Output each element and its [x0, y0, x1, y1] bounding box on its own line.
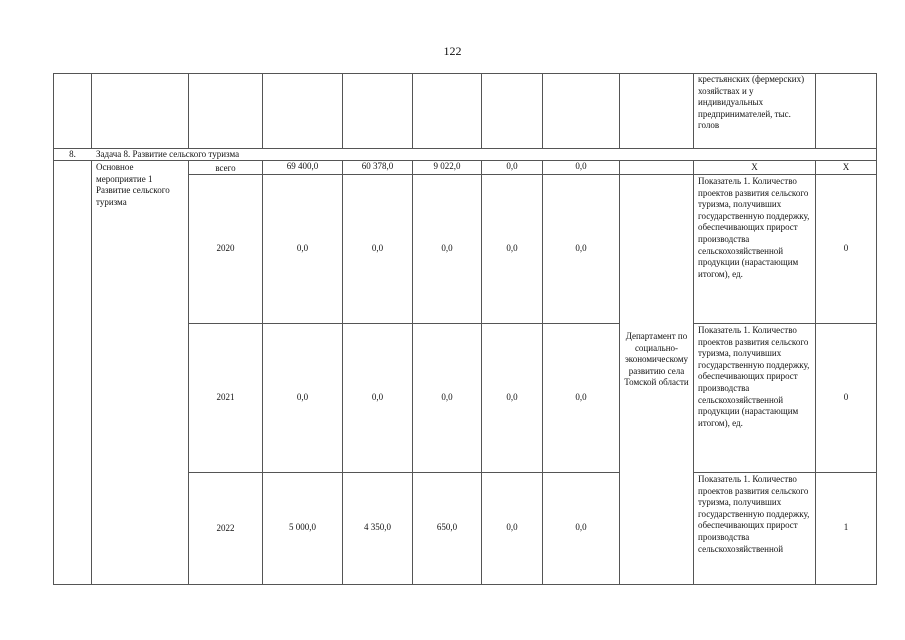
- task-number: 8.: [69, 149, 76, 159]
- rule-2021: [188, 472, 619, 473]
- col-line-8b: [619, 160, 620, 585]
- year-2022: 2022: [216, 523, 235, 533]
- rule-bottom: [53, 584, 876, 585]
- y2022-value-1: 5 000,0: [289, 522, 316, 532]
- total-label: всего: [215, 163, 236, 173]
- y2020-indicator: Показатель 1. Количество проектов развития сельского туризма, получивших государственную поддержку, обеспечивающих прирост производства сельскохозяйственной продукции (нарастающим итогом), ед.: [698, 176, 810, 279]
- top-indicator-text: крестьянских (фермерских) хозяйствах и у индивидуальных предпринимателей, тыс. голов: [698, 74, 805, 131]
- year-2021: 2021: [216, 392, 235, 402]
- y2020-value-5: 0,0: [575, 243, 587, 253]
- col-line-3: [262, 73, 263, 149]
- total-target: Х: [842, 162, 850, 172]
- col-line-9b: [693, 160, 694, 585]
- y2020-target: 0: [843, 243, 849, 253]
- main-event-name: Основное мероприятие 1 Развитие сельского туризма: [96, 162, 170, 207]
- total-value-4: 0,0: [506, 161, 518, 171]
- col-line-2b: [188, 160, 189, 585]
- y2021-indicator: Показатель 1. Количество проектов развития сельского туризма, получивших государственную поддержку, обеспечивающих прирост производства сельскохозяйственной продукции (нарастающим итогом), ед.: [698, 325, 810, 428]
- col-line-10: [815, 73, 816, 149]
- y2022-value-2: 4 350,0: [364, 522, 391, 532]
- col-line-4: [342, 73, 343, 149]
- col-line-5: [412, 73, 413, 149]
- y2022-value-5: 0,0: [575, 522, 587, 532]
- year-2020: 2020: [216, 243, 235, 253]
- y2021-value-5: 0,0: [575, 392, 587, 402]
- y2020-value-1: 0,0: [296, 243, 309, 253]
- total-value-5: 0,0: [575, 161, 587, 171]
- total-value-1: 69 400,0: [286, 161, 319, 171]
- col-line-6: [481, 73, 482, 149]
- col-line-8: [619, 73, 620, 149]
- y2021-value-3: 0,0: [441, 392, 453, 402]
- col-line-11: [876, 73, 877, 585]
- rule-total-bottom: [188, 174, 876, 175]
- task-title: Задача 8. Развитие сельского туризма: [96, 149, 240, 159]
- y2022-value-3: 650,0: [436, 522, 458, 532]
- y2022-value-4: 0,0: [506, 522, 518, 532]
- col-line-2: [188, 73, 189, 149]
- col-line-1: [91, 73, 92, 149]
- y2022-target: 1: [843, 522, 849, 532]
- y2020-value-2: 0,0: [371, 243, 384, 253]
- col-line-1b: [91, 160, 92, 585]
- y2021-value-1: 0,0: [296, 392, 309, 402]
- col-line-9: [693, 73, 694, 149]
- y2021-value-2: 0,0: [371, 392, 384, 402]
- executor-text: Департамент по социально-экономическому развитию села Томской области: [624, 331, 689, 388]
- page-number: 122: [443, 44, 462, 58]
- col-line-7: [542, 73, 543, 149]
- rule-2021b: [693, 472, 876, 473]
- rule-2020b: [693, 323, 876, 324]
- y2020-value-3: 0,0: [441, 243, 453, 253]
- total-value-3: 9 022,0: [433, 161, 461, 171]
- y2020-value-4: 0,0: [506, 243, 518, 253]
- y2021-value-4: 0,0: [506, 392, 518, 402]
- total-value-2: 60 378,0: [361, 161, 394, 171]
- y2022-indicator: Показатель 1. Количество проектов развития сельского туризма, получивших государственную поддержку, обеспечивающих прирост производства сельскохозяйственной: [698, 474, 810, 554]
- rule-2020: [188, 323, 619, 324]
- y2021-target: 0: [843, 392, 849, 402]
- total-indicator: Х: [751, 162, 758, 172]
